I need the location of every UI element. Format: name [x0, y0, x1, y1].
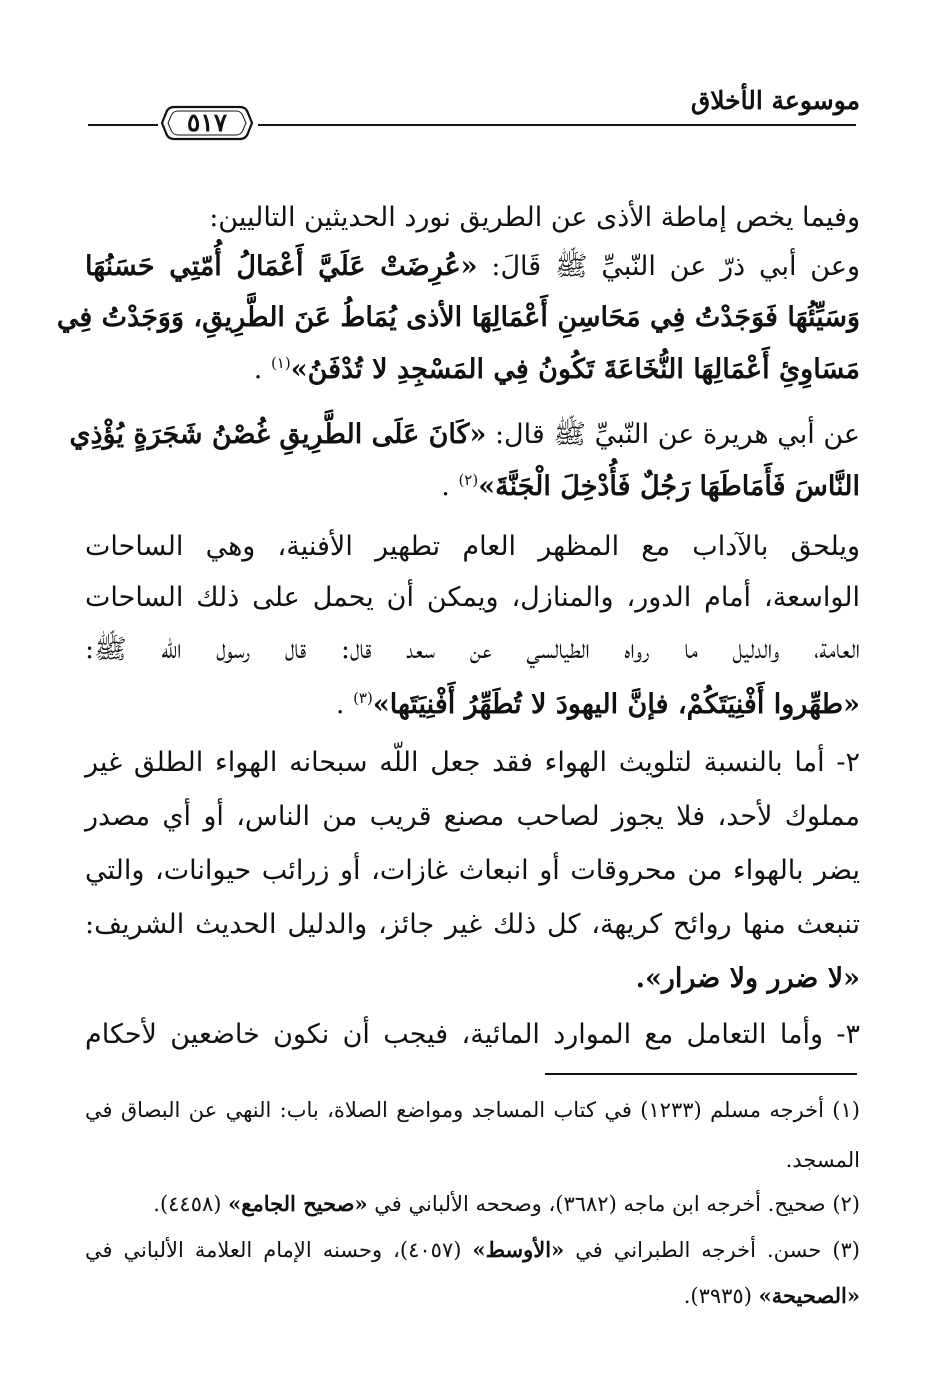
header-rule-right [258, 124, 856, 126]
line-end-dot: . [335, 689, 354, 720]
page-number-badge [160, 103, 254, 143]
page-number: ٥١٧ [186, 108, 228, 137]
footnote-1-line-2: المسجد. [785, 1148, 860, 1172]
text-line-10 [336, 681, 860, 729]
text-line-7: ويلحق بالآداب مع المظهر العام تطهير الأفنية، وهي الساحات [85, 531, 860, 562]
footnote-ref-3: (٣) [353, 689, 373, 707]
line-end-dot: . [441, 471, 459, 502]
text-line-9: العامة، والدليل ما رواه الطيالسي عن سعد قال: قال رسول اللّه ﷺ: [85, 634, 860, 665]
text-line-13: يضر بالهواء من محروقات أو انبعاث غازات، أو زرائب حيوانات، والتي [85, 855, 860, 886]
footnote-3-source-2: «الصحيحة» [758, 1283, 860, 1308]
hadith-text-3: «طهِّروا أَفْنِيَتَكُمْ، فإنَّ اليهودَ لا تُطَهِّرُ أَفْنِيَتَها» [372, 689, 860, 720]
footnote-1-line-1: (١) أخرجه مسلم (١٢٣٣) في كتاب المساجد ومواضع الصلاة، باب: النهي عن البصاق في [85, 1098, 860, 1122]
text-line-1: وفيما يخص إماطة الأذى عن الطريق نورد الحديثين التاليين: [209, 202, 860, 233]
footnote-3-source: «الأوسط» [472, 1237, 565, 1262]
footnote-3-line-1 [85, 1230, 860, 1270]
text-line-16: ٣- وأما التعامل مع الموارد المائية، فيجب أن نكون خاضعين لأحكام [85, 1019, 860, 1050]
footnote-2-text: (٢) صحيح. أخرجه ابن ماجه (٣٦٨٢)، وصححه الألباني في [367, 1192, 860, 1216]
header-rule-left [88, 124, 158, 126]
text-line-12: مملوك لأحد، فلا يجوز لصاحب مصنع قريب من الناس، أو أي مصدر [85, 801, 860, 832]
hadith-text-2-start: «كَانَ عَلَى الطَّرِيقِ غُصْنُ شَجَرَةٍ يُؤْذِي [69, 419, 487, 450]
footnote-ref-1: (١) [270, 354, 291, 372]
text-line-8: الواسعة، أمام الدور، والمنازل، ويمكن أن يحمل على ذلك الساحات [85, 582, 860, 613]
line-end-dot: . [253, 354, 271, 385]
footnote-ref-2: (٢) [458, 471, 479, 489]
hadith-text-1-start: «عُرِضَتْ عَلَيَّ أَعْمَالُ أُمّتِي حَسَنُهَا [85, 251, 478, 282]
footnote-2-number: (٤٤٥٨). [153, 1192, 229, 1216]
text-line-6 [441, 463, 860, 511]
text-line-14: تنبعث منها روائح كريهة، كل ذلك غير جائز، والدليل الحديث الشريف: [85, 909, 860, 940]
text-line-5 [69, 411, 860, 459]
footnote-3-text-end: (٤٠٥٧)، وحسنه الإمام العلامة الألباني في [85, 1238, 473, 1262]
footnote-3-text: (٣) حسن. أخرجه الطبراني في [564, 1238, 860, 1262]
text-line-15: «لا ضرر ولا ضرار». [635, 963, 860, 994]
running-header-title: موسوعة الأخلاق [690, 86, 860, 115]
hadith-intro-abu-hurayra: عن أبي هريرة عن النّبيِّ ﷺ قال: [486, 419, 860, 450]
text-line-11: ٢- أما بالنسبة لتلويث الهواء فقد جعل اللّه سبحانه الهواء الطلق غير [85, 747, 860, 778]
text-line-2 [85, 243, 860, 291]
hadith-intro-abu-dharr: وعن أبي ذرّ عن النّبيِّ ﷺ قَالَ: [477, 251, 860, 282]
text-line-3: وَسَيِّئُهَا فَوَجَدْتُ فِي مَحَاسِنِ أَعْمَالِهَا الأذى يُمَاطُ عَنَ الطَّرِيقِ، وَوَجَدْتُ فِي [56, 302, 860, 333]
hadith-text-1-end: مَسَاوِئِ أَعْمَالِهَا النُّخَاعَةَ تَكُونُ فِي المَسْجِدِ لا تُدْفَنُ» [290, 354, 860, 385]
footnote-2 [153, 1184, 860, 1224]
footnote-3-line-2 [684, 1276, 860, 1316]
footnote-3-number: (٣٩٣٥). [683, 1284, 759, 1308]
footnote-2-source: «صحيح الجامع» [228, 1191, 368, 1216]
text-line-4 [254, 346, 860, 394]
footnote-separator [545, 1073, 857, 1075]
hadith-text-2-end: النَّاسَ فَأَمَاطَهَا رَجُلٌ فَأُدْخِلَ الْجَنَّةَ» [478, 471, 860, 502]
